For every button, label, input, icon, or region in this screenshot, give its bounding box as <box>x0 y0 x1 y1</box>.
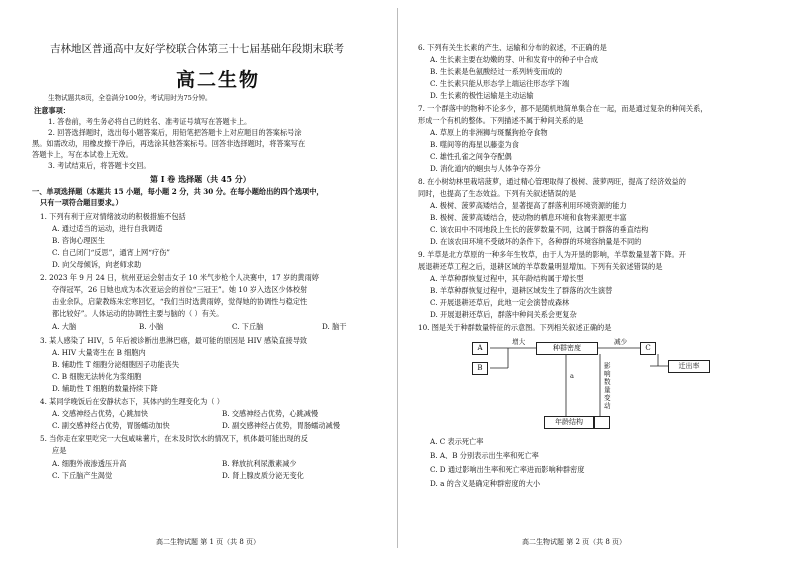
question-text: 形成一个有机的整体。下列描述不属于种间关系的是 <box>418 116 584 125</box>
option: A. 通过适当的运动，进行自我调适 <box>52 224 163 233</box>
question-8: 8. 在小树幼林里栽培菠萝，通过精心管理取得了极树、菠萝两旺，提高了经济效益的 <box>418 177 686 186</box>
population-diagram <box>468 334 738 430</box>
note-line: 黑。如需改动，用橡皮擦干净后，再选涂其他答案标号。回答非选择题时，将答案写在 <box>32 139 306 148</box>
option: A. 羊草种群恢复过程中，其年龄结构属于增长型 <box>430 274 584 283</box>
question-9: 9. 羊草是北方草原的一种多年生牧草，由于人为开垦的影响，羊草数量显著下降。开 <box>418 250 686 259</box>
option: A. HIV 大量寄生在 B 细胞内 <box>52 348 146 357</box>
box-age-structure: 年龄结构 <box>544 416 594 429</box>
column-divider <box>397 8 398 548</box>
option: D. 副交感神经占优势，胃肠蠕动减慢 <box>222 421 340 430</box>
question-5: 5. 当你走在家里吃完一大包咸味薯片，在未及时饮水的情况下，机体最可能出现的反 <box>40 434 308 443</box>
option: B. 噬间等的海星以藤壶为食 <box>430 140 519 149</box>
question-text: 都比较好”。人体运动的协调性主要与脑的（ ）有关。 <box>52 309 224 318</box>
option: A. 生长素主要在幼嫩的芽、叶和发育中的种子中合成 <box>430 55 598 64</box>
page-footer: 高二生物试题 第 2 页（共 8 页） <box>522 538 627 546</box>
option: B. 羊草种群恢复过程中，退耕区域发生了群落的次生演替 <box>430 286 613 295</box>
question-2: 2. 2023 年 9 月 24 日，杭州亚运会射击女子 10 米气步枪个人决赛中，17 岁的黄雨婷 <box>40 273 319 282</box>
option: C. D 通过影响出生率和死亡率进而影响种群密度 <box>430 465 585 474</box>
note-line: 1. 答卷前，考生务必将自己的姓名、准考证号填写在答题卡上。 <box>48 117 252 126</box>
subject-title: 高二生物 <box>176 69 261 91</box>
label-affects-change: 影响数量变动 <box>604 362 611 410</box>
label-a: a <box>570 372 574 380</box>
option: D. 开展退耕还草后，群落中种间关系会更复杂 <box>430 310 577 319</box>
option: B. 小脑 <box>139 322 164 331</box>
box-population-density: 种群密度 <box>536 342 598 355</box>
part-instructions: 只有一项符合题目要求。） <box>40 198 123 207</box>
option: D. 生长素的极性运输是主动运输 <box>430 91 534 100</box>
option: C. 雄性孔雀之间争夺配偶 <box>430 152 512 161</box>
notes-title: 注意事项： <box>34 106 70 115</box>
option: B. 生长素是色氨酸经过一系列转变而成的 <box>430 67 563 76</box>
left-column <box>32 0 402 561</box>
option: A. 草原上的非洲狮与斑鬣狗抢夺食物 <box>430 128 548 137</box>
label-increase: 增大 <box>512 338 526 346</box>
question-10: 10. 图是关于种群数量特征的示意图。下列相关叙述正确的是 <box>418 323 612 332</box>
option: C. 自己闭门“反思”，通宵上网“疗伤” <box>52 248 170 257</box>
option: D. 脑干 <box>322 322 347 331</box>
question-text: 击业余队，启蒙教练朱宏寒回忆，“我们当时选黄雨婷，觉得她的协调性与稳定性 <box>52 297 308 306</box>
option: C. 副交感神经占优势，胃肠蠕动加快 <box>52 421 170 430</box>
option: B. 极树、菠萝高矮结合，使动物的栖息环境和食物来源更丰富 <box>430 213 627 222</box>
question-text: 同时，也提高了生态效益。下列有关叙述错误的是 <box>418 189 577 198</box>
option: C. 下丘脑 <box>232 322 264 331</box>
option: A. 交感神经占优势，心跳加快 <box>52 409 149 418</box>
note-line: 2. 回答选择题时，选出每小题答案后，用铅笔把答题卡上对应题目的答案标号涂 <box>48 128 302 137</box>
option: D. 辅助性 T 细胞的数量持续下降 <box>52 384 158 393</box>
option: B. 辅助性 T 细胞分泌细胞因子功能丧失 <box>52 360 180 369</box>
box-b: B <box>472 362 488 375</box>
option: D. a 的含义是确定种群密度的大小 <box>430 479 541 488</box>
question-4: 4. 某同学晚饭后在安静状态下，其体内的生理变化为（ ） <box>40 397 224 406</box>
box-c: C <box>640 342 656 355</box>
option: C. B 细胞无法转化为浆细胞 <box>52 372 142 381</box>
note-line: 3. 考试结束后，将答题卡交回。 <box>48 161 151 170</box>
option: B. 咨询心理医生 <box>52 236 105 245</box>
question-1: 1. 下列有利于应对情绪波动的积极措施不包括 <box>40 212 186 221</box>
option: A. 极树、菠萝高矮结合，显著提高了群落利用环境资源的能力 <box>430 201 627 210</box>
box-d <box>594 416 610 429</box>
section-title: 第 I 卷 选择题（共 45 分） <box>150 174 251 184</box>
option: D. 向父母倾诉，向老师求助 <box>52 260 142 269</box>
option: C. 该农田中不同地段上生长的菠萝数量不同，这属于群落的垂直结构 <box>430 225 649 234</box>
option: B. 交感神经占优势，心跳减慢 <box>222 409 319 418</box>
box-emigration: 迁出率 <box>668 360 710 373</box>
page-footer: 高二生物试题 第 1 页（共 8 页） <box>156 538 261 546</box>
question-text: 应是 <box>52 446 67 455</box>
option: D. 肾上腺皮质分泌无变化 <box>222 471 304 480</box>
question-text: 夺得冠军，26 日她也成为本次亚运会的首位“三冠王”。她 10 岁入选区少体校射 <box>52 285 308 294</box>
option: B. A、B 分别表示出生率和死亡率 <box>430 451 539 460</box>
option: D. 消化道内的蛔虫与人体争夺养分 <box>430 164 541 173</box>
note-line: 答题卡上，写在本试卷上无效。 <box>32 150 133 159</box>
intro-text: 生物试题共8页，全卷满分100分，考试用时为75分钟。 <box>48 94 212 102</box>
question-text: 展退耕还草工程之后，退耕区域的羊草数量明显增加。下列有关叙述错误的是 <box>418 262 663 271</box>
option: A. 细胞外液渗透压升高 <box>52 459 127 468</box>
question-3: 3. 某人感染了 HIV，5 年后被诊断出患淋巴癌，最可能的原因是 HIV 感染直接导致 <box>40 336 308 345</box>
option: D. 在该农田环境不受破坏的条件下，各种群的环境容纳量是不同的 <box>430 237 642 246</box>
option: C. 下丘脑产生渴觉 <box>52 471 113 480</box>
option: A. 大脑 <box>52 322 77 331</box>
option: C. 生长素只能从形态学上端运往形态学下端 <box>430 79 570 88</box>
option: A. C 表示死亡率 <box>430 437 484 446</box>
right-column <box>410 0 780 561</box>
label-decrease: 减少 <box>614 338 628 346</box>
box-a: A <box>472 342 488 355</box>
exam-header: 吉林地区普通高中友好学校联合体第三十七届基础年段期末联考 <box>50 43 344 55</box>
question-7: 7. 一个群落中的物种不论多少，都不是随机地简单集合在一起，而是通过复杂的种间关系， <box>418 104 708 113</box>
option: B. 释放抗利尿激素减少 <box>222 459 297 468</box>
question-6: 6. 下列有关生长素的产生、运输和分布的叙述，不正确的是 <box>418 43 607 52</box>
part-instructions: 一、单项选择题（本题共 15 小题，每小题 2 分，共 30 分。在每小题给出的四个选项中， <box>32 187 324 196</box>
option: C. 开展退耕还草后，此地一定会演替成森林 <box>430 298 570 307</box>
